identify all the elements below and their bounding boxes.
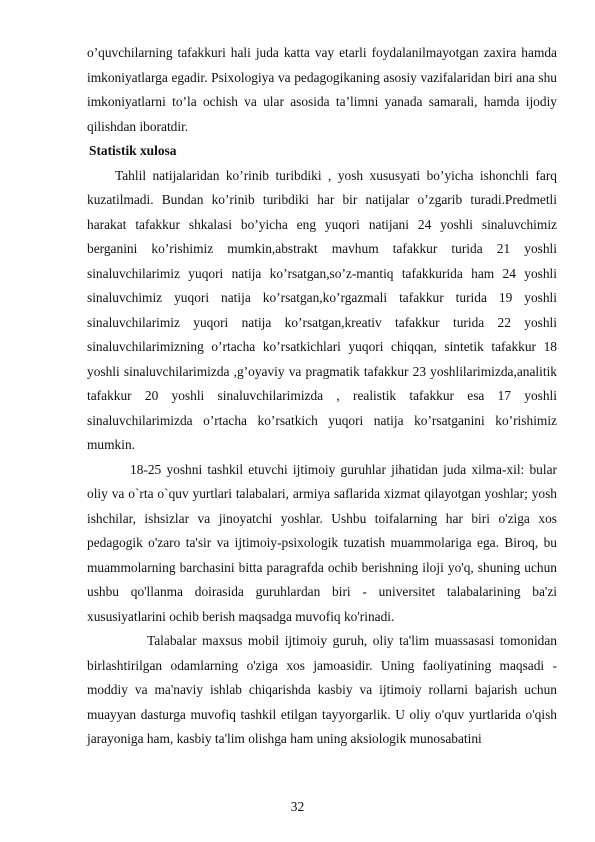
paragraph-age-groups: 18-25 yoshni tashkil etuvchi ijtimoiy guruhlar jihatidan juda xilma-xil: bular oliy va o`rta o`quv yurtlari talabalari, armiya saflarida xizmat qilayotgan yoshlar; yosh ishchilar, ishsizlar va jinoyatchi yoshlar. Ushbu toifalarning har biri o'ziga xos pedagogik o'zaro ta'sir va ijtimoiy-psixologik tuzatish muammolariga ega. Biroq, bu muammolarning barchasini bitta paragrafda ochib berishning iloji yo'q, shuning uchun ushbu qo'llanma doirasida guruhlardan biri - universitet talabalarining ba'zi xususiyatlarini ochib berish maqsadga muvofiq ko'rinadi. <box>87 461 557 624</box>
paragraph-statistics: Tahlil natijalaridan ko’rinib turibdiki , yosh xususyati bo’yicha ishonchli farq kuzatilmadi. Bundan ko’rinib turibdiki har bir natijalar o’zgarib turadi.Predmetli harakat tafakkur shkalasi bo’yicha eng yuqori natijani 24 yoshli sinaluvchimiz berganini ko’rishimiz mumkin,abstrakt mavhum tafakkur turida 21 yoshli sinaluvchilarimiz yuqori natija ko’rsatgan,so’z-mantiq tafakkurida ham 24 yoshli sinaluvchimiz yuqori natija ko’rsatgan,ko’rgazmali tafakkur turida 19 yoshli sinaluvchilarimiz yuqori natija ko’rsatgan,kreativ tafakkur turida 22 yoshli sinaluvchilarimizning o’rtacha ko’rsatkichlari yuqori chiqqan, sintetik tafakkur 18 yoshli sinaluvchilarimizda ,g’oyaviy va pragmatik tafakkur 23 yoshlilarimizda,analitik tafakkur 20 yoshli sinaluvchilarimizda , realistik tafakkur esa 17 yoshli sinaluvchilarimizda o’rtacha ko’rsatkich yuqori natija ko’rsatganini ko’rishimiz mumkin. <box>87 167 557 452</box>
section-heading: Statistik xulosa <box>89 143 177 158</box>
paragraph-students: Talabalar maxsus mobil ijtimoiy guruh, oliy ta'lim muassasasi tomonidan birlashtirilgan odamlarning o'ziga xos jamoasidir. Uning faoliyatining maqsadi - moddiy va ma'naviy ishlab chiqarishda kasbiy va ijtimoiy rollarni bajarish uchun muayyan dasturga muvofiq tashkil etilgan tayyorgarlik. U oliy o'quv yurtlarida o'qish jarayoniga ham, kasbiy ta'lim olishga ham uning aksiologik munosabatini <box>87 633 557 746</box>
body-text <box>87 41 557 752</box>
page-number: 32 <box>290 799 305 814</box>
paragraph-continuation: o’quvchilarning tafakkuri hali juda katta vay etarli foydalanilmayotgan zaxira hamda imkoniyatlarga egadir. Psixologiya va pedagogikaning asosiy vazifalaridan biri ana shu imkoniyatlarni to’la ochish va ular asosida ta’limni yanada samarali, hamda ijodiy qilishdan iboratdir. <box>87 45 557 134</box>
